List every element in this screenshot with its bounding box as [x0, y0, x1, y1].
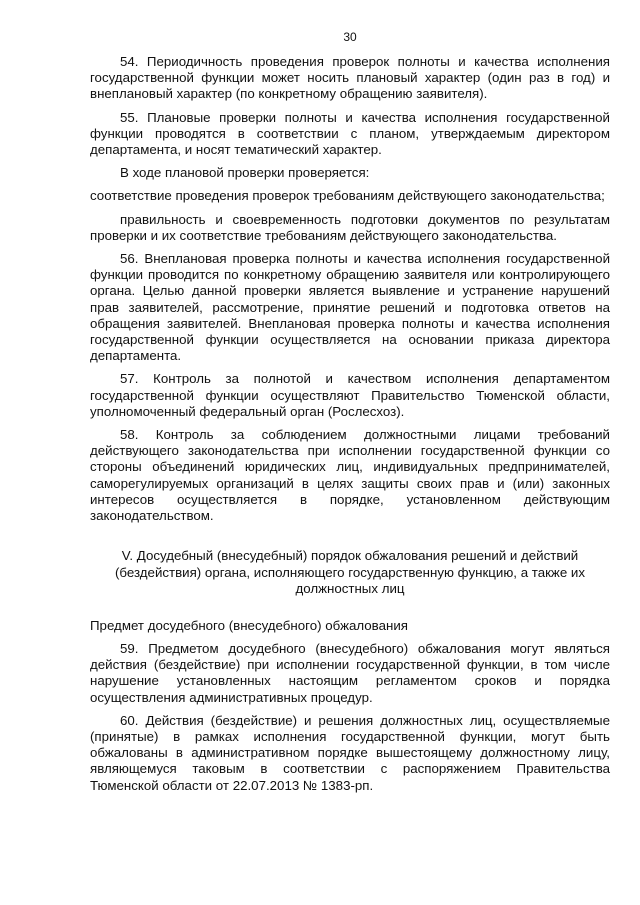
paragraphs-top [90, 54, 610, 524]
paragraphs-bottom [90, 641, 610, 794]
paragraph-56: 56. Внеплановая проверка полноты и качества исполнения государственной функции проводится по конкретному обращению заявителя или контролирующего органа. Целью данной проверки является выявление и устранение нарушений прав заявителей, рассмотрение, принятие решений и подготовка ответов на обращения заявителей. Внеплановая проверка полноты и качества исполнения государственной функции осуществляется на основании приказа директора департамента. [90, 251, 610, 364]
paragraph-54: 54. Периодичность проведения проверок полноты и качества исполнения государственной функции может носить плановый характер (один раз в год) и внеплановый характер (по конкретному обращению заявителя). [90, 54, 610, 102]
paragraph-check-item-1: соответствие проведения проверок требованиям действующего законодательства; [90, 188, 605, 204]
paragraph-57: 57. Контроль за полнотой и качеством исполнения департаментом государственной функции осуществляют Правительство Тюменской области, уполномоченный федеральный орган (Рослесхоз). [90, 371, 610, 419]
paragraph-59: 59. Предметом досудебного (внесудебного) обжалования могут являться действия (бездействие) при исполнении государственной функции, в том числе нарушение установленных настоящим регламентом сроков и порядка осуществления административных процедур. [90, 640, 610, 705]
page-number: 30 [343, 30, 357, 44]
paragraph-58: 58. Контроль за соблюдением должностными лицами требований действующего законодательства при исполнении государственной функции со стороны объединений юридических лиц, индивидуальных предпринимателей, саморегулируемых организаций в целях защиты своих прав и (или) законных интересов осуществляется в порядке, установленном действующим законодательством. [90, 427, 610, 524]
paragraph-check-intro: В ходе плановой проверки проверяется: [120, 165, 370, 181]
paragraph-60: 60. Действия (бездействие) и решения должностных лиц, осуществляемые (принятые) в рамках исполнения государственной функции, могут быть обжалованы в административном порядке вышестоящему должностному лицу, являющемуся таковым в соответствии с распоряжением Правительства Тюменской области от 22.07.2013 № 1383-рп. [90, 712, 610, 793]
subheading: Предмет досудебного (внесудебного) обжалования [90, 617, 408, 633]
section-title: V. Досудебный (внесудебный) порядок обжалования решений и действий (бездействия) органа, исполняющего государственную функцию, а также их должностных лиц [114, 548, 585, 597]
paragraph-55: 55. Плановые проверки полноты и качества исполнения государственной функции проводятся в соответствии с планом, утверждаемым директором департамента, и носят тематический характер. [90, 109, 610, 158]
paragraph-check-item-2: правильность и своевременность подготовки документов по результатам проверки и их соответствие требованиям действующего законодательства. [90, 211, 610, 243]
